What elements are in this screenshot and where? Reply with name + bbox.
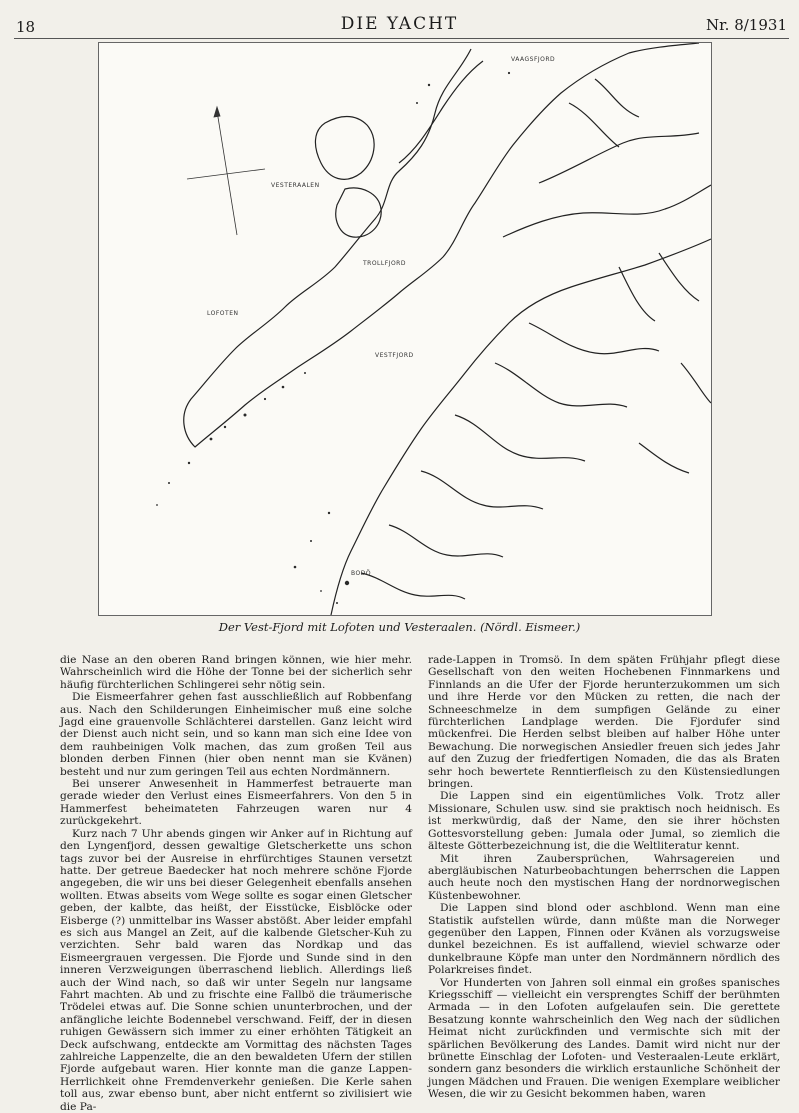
label-vesteraalen: VESTERAALEN [271,182,320,189]
paragraph: die Nase an den oberen Rand bringen können, wie hier mehr. Wahrscheinlich wird die Höhe der Tonne bei der sicherlich sehr häufig fürchterlichen Schlingerei sehr nötig sein. [60,654,412,691]
islets [156,72,510,604]
page-header [0,0,799,40]
header-rule [14,38,789,39]
label-vestfjord: VESTFJORD [375,352,414,359]
paragraph: Mit ihren Zaubersprüchen, Wahrsagereien und abergläubischen Naturbeobachtungen beherrschen die Lappen auch heute noch den mystischen Hang der nordnorwegischen Küstenbewohner. [428,852,780,902]
journal-title: DIE YACHT [340,14,459,34]
paragraph: Die Lappen sind ein eigentümliches Volk. Trotz aller Missionare, Schulen usw. sind sie praktisch noch heidnisch. Es ist merkwürdig, daß der Name, den sie ihrer höchsten Gottesvorstellung geben: Jumala oder Jumal, so ziemlich die älteste Götterbezeichnung ist, die die Weltliteratur kennt. [428,790,780,853]
mainland-coast [331,239,711,615]
label-vaagsfjord: VAAGSFJORD [511,56,556,63]
paragraph: Die Lappen sind blond oder aschblond. Wenn man eine Statistik aufstellen würde, dann müßte man die Norweger gegenüber den Lappen, Finnen oder Kvänen als vorzugsweise dunkel bezeichnen. Es ist auffallend, wieviel schwarze oder dunkelbraune Köpfe man unter den Nordmännern nördlich des Polarkreises findet. [428,902,780,977]
issue-number: Nr. 8/1931 [706,16,787,34]
page-number: 18 [16,18,36,36]
right-column [428,654,780,1101]
paragraph: Vor Hunderten von Jahren soll einmal ein großes spanisches Kriegsschiff — vielleicht ein versprengtes Schiff der berühmten Armada — in den Lofoten aufgelaufen sein. Die gerettete Besatzung konnte wahrscheinlich den Weg nach der südlichen Heimat nicht zurückfinden und vermischte sich mit der spärlichen Bevölkerung des Landes. Damit wird nicht nur der brünette Einschlag der Lofoten- und Vesteraalen-Leute erklärt, sondern ganz besonders die wirklich erstaunliche Schönheit der jungen Mädchen und Frauen. Die wenigen Exemplare weiblicher Wesen, die wir zu Gesicht bekommen haben, waren [428,976,780,1101]
coastline [184,43,711,447]
label-lofoten: LOFOTEN [207,310,239,317]
paragraph: rade-Lappen in Tromsö. In dem späten Frühjahr pflegt diese Gesellschaft von den weiten Hochebenen Finnmarkens und Finnlands an die Ufer der Fjorde herunterzukommen um sich und ihre Herde vor den Mücken zu retten, die nach der Schneeschmelze in dem sumpfigen Gelände zu einer fürchterlichen Landplage werden. Die Fjordufer sind mückenfrei. Die Herden selbst bleiben auf halber Höhe unter Bewachung. Die norwegischen Ansiedler freuen sich jedes Jahr auf den Zuzug der friedfertigen Nomaden, die das als Braten sehr hoch bewertete Renntierfleisch zu den Küstensiedlungen bringen. [428,654,780,791]
left-column [60,654,412,1113]
paragraph: Kurz nach 7 Uhr abends gingen wir Anker auf in Richtung auf den Lyngenfjord, dessen gewaltige Gletscherkette uns schon tags zuvor bei der Ausreise in ehrfürchtiges Staunen versetzt hatte. Der getreue Baedecker hat noch mehrere schöne Fjorde angegeben, die wir uns bei dieser Gelegenheit ebenfalls ansehen wollten. Etwas abseits vom Wege sollte es sogar einen Gletscher geben, der kalbte, das heißt, der Eisstücke, Eisblöcke oder Eisberge (?) unmittelbar ins Wasser abstößt. Aber leider empfahl es sich aus Mangel an Zeit, auf die kalbende Gletscher-Kuh zu verzichten. Sehr bald waren das Nordkap und das Eismeergrauen vergessen. Die Fjorde und Sunde sind in den inneren Verzweigungen überraschend lieblich. Allerdings ließ auch der Wind nach, so daß wir unter Segeln nur langsame Fahrt machten. Ab und zu frischte eine Fallbö die träumerische Trödelei etwas auf. Die Sonne schien ununterbrochen, und der anfängliche leichte Bodennebel verschwand. Feiff, der in diesen ruhigen Gewässern sich immer zu einer erhöhten Tätigkeit an Deck aufschwang, entdeckte am Vormittag des nächsten Tages zahlreiche Lappenzelte, die an den bewaldeten Ufern der stillen Fjorde aufgebaut waren. Hier konnte man die ganze Lappen-Herrlichkeit ohne Fremdenverkehr genießen. Die Kerle sahen toll aus, zwar ebenso bunt, aber nicht entfernt so zivilisiert wie die Pa- [60,827,412,1113]
map-figure [98,42,712,616]
compass-cross-icon [187,107,265,235]
vestfjord-map [99,43,711,615]
map-caption: Der Vest-Fjord mit Lofoten und Vesteraalen. (Nördl. Eismeer.) [218,620,581,634]
label-bodo: BODÖ [351,570,372,577]
label-trollfjord: TROLLFJORD [363,260,406,267]
paragraph: Bei unserer Anwesenheit in Hammerfest betrauerte man gerade wieder den Verlust eines Eismeerfahrers. Von den 5 in Hammerfest beheimateten Fahrzeugen waren nur 4 zurückgekehrt. [60,778,412,828]
paragraph: Die Eismeerfahrer gehen fast ausschließlich auf Robbenfang aus. Nach den Schilderungen Einheimischer muß eine solche Jagd eine grauenvolle Schlächterei darstellen. Ganz leicht wird der Dienst auch nicht sein, und so kann man sich eine Idee von dem rauhbeinigen Volk machen, das zum großen Teil aus blonden derben Finnen (hier oben nennt man sie Kvänen) besteht und nur zum geringen Teil aus echten Nordmännern. [60,691,412,778]
